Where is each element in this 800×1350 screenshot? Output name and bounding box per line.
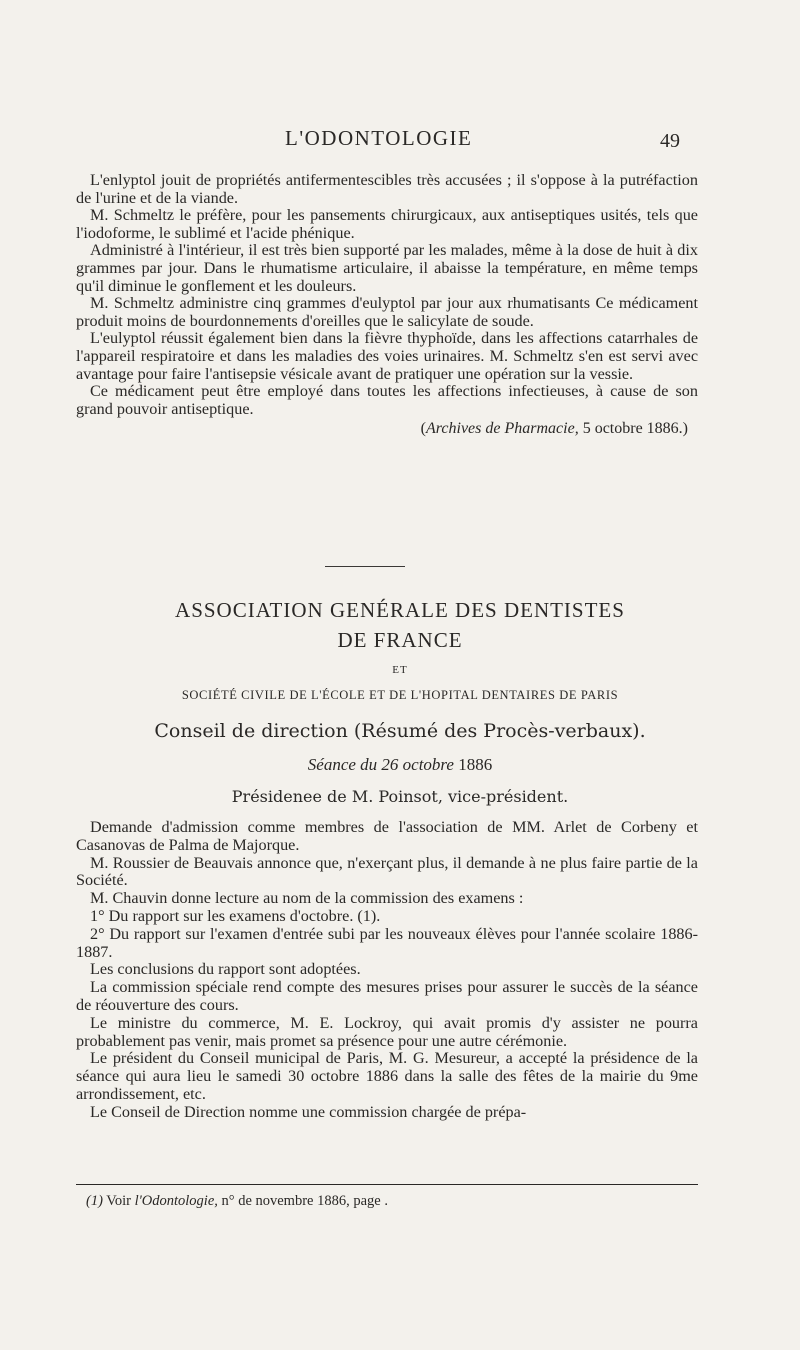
minutes-paragraph: Les conclusions du rapport sont adoptées.: [90, 960, 361, 979]
paragraph: L'enlyptol jouit de propriétés antifermentescibles très accusées ; il s'oppose à la putréfaction de l'urine et de la viande.: [76, 171, 698, 207]
footnote-text-after: n° de novembre 1886, page .: [221, 1193, 388, 1209]
footnote-journal: l'Odontologie,: [134, 1193, 218, 1209]
conjunction: ET: [392, 664, 408, 676]
presidency-line: Présidenee de M. Poinsot, vice-président.: [231, 787, 569, 806]
section-divider: [325, 566, 405, 567]
minutes-paragraph: La commission spéciale rend compte des mesures prises pour assurer le succès de la séance de réouverture des cours.: [76, 978, 698, 1014]
minutes-paragraph: 2° Du rapport sur l'examen d'entrée subi par les nouveaux élèves pour l'année scolaire 1886-1887.: [76, 924, 698, 961]
page-number: 49: [660, 130, 680, 152]
minutes-paragraph: Le Conseil de Direction nomme une commission chargée de prépa-: [90, 1102, 527, 1121]
footnote-marker: (1): [86, 1193, 103, 1209]
minutes-paragraph: 1° Du rapport sur les examens d'octobre. (1).: [90, 906, 381, 925]
paragraph: M. Schmeltz administre cinq grammes d'eulyptol par jour aux rhumatisants Ce médicament produit moins de bourdonnements d'oreilles que le salicylate de soude.: [76, 294, 698, 330]
source-citation: [76, 420, 698, 438]
society-name: SOCIÉTÉ CIVILE DE L'ÉCOLE ET DE L'HOPITAL DENTAIRES DE PARIS: [181, 688, 619, 702]
footnote: [86, 1193, 388, 1210]
minutes-paragraph: Le président du Conseil municipal de Paris, M. G. Mesureur, a accepté la présidence de la séance qui aura lieu le samedi 30 octobre 1886 dans la salle des fêtes de la mairie du 9me arrondissement, etc.: [76, 1049, 698, 1103]
section-heading: Conseil de direction (Résumé des Procès-verbaux).: [154, 720, 646, 742]
running-head: [0, 126, 800, 156]
source-open-paren: (: [420, 420, 426, 438]
footnote-text-before: Voir: [106, 1193, 132, 1209]
association-title: [0, 595, 800, 655]
minutes-paragraph: Demande d'admission comme membres de l'association de MM. Arlet de Corbeny et Casanovas de Palma de Majorque.: [76, 818, 698, 854]
source-journal: Archives de Pharmacie,: [426, 420, 579, 438]
paragraph: M. Schmeltz le préfère, pour les pansements chirurgicaux, aux antiseptiques usités, tels que l'iodoforme, le sublimé et l'acide phénique.: [76, 206, 698, 242]
session-label: Séance du 26 octobre: [307, 755, 454, 774]
paragraph: Ce médicament peut être employé dans toutes les affections infectieuses, à cause de son grand pouvoir antiseptique.: [76, 382, 698, 418]
association-title-line-2: DE FRANCE: [337, 628, 463, 652]
session-date: [0, 755, 800, 775]
minutes-paragraph: M. Chauvin donne lecture au nom de la commission des examens :: [90, 889, 524, 908]
minutes-body: [76, 819, 698, 1122]
journal-title: L'ODONTOLOGIE: [285, 126, 473, 150]
paragraph: Administré à l'intérieur, il est très bien supporté par les malades, même à la dose de huit à dix grammes par jour. Dans le rhumatisme articulaire, il abaisse la température, en même temps qu'il diminue le gonflement et les douleurs.: [76, 241, 698, 295]
source-date: 5 octobre 1886.): [582, 420, 688, 438]
footnote-rule: [76, 1184, 698, 1185]
minutes-paragraph: M. Roussier de Beauvais annonce que, n'exerçant plus, il demande à ne plus faire partie de la Société.: [76, 853, 698, 890]
session-year: 1886: [458, 755, 493, 774]
association-title-line-1: ASSOCIATION GENÉRALE DES DENTISTES: [175, 598, 625, 622]
paragraph: L'eulyptol réussit également bien dans la fièvre thyphoïde, dans les affections catarrhales de l'appareil respiratoire et dans les maladies des voies urinaires. M. Schmeltz s'en est servi avec avantage pour faire l'antisepsie vésicale avant de pratiquer une opération sur la vessie.: [76, 329, 698, 383]
minutes-paragraph: Le ministre du commerce, M. E. Lockroy, qui avait promis d'y assister ne pourra probablement pas venir, mais promet sa présence pour une autre cérémonie.: [76, 1013, 698, 1050]
article-body: [76, 172, 698, 438]
